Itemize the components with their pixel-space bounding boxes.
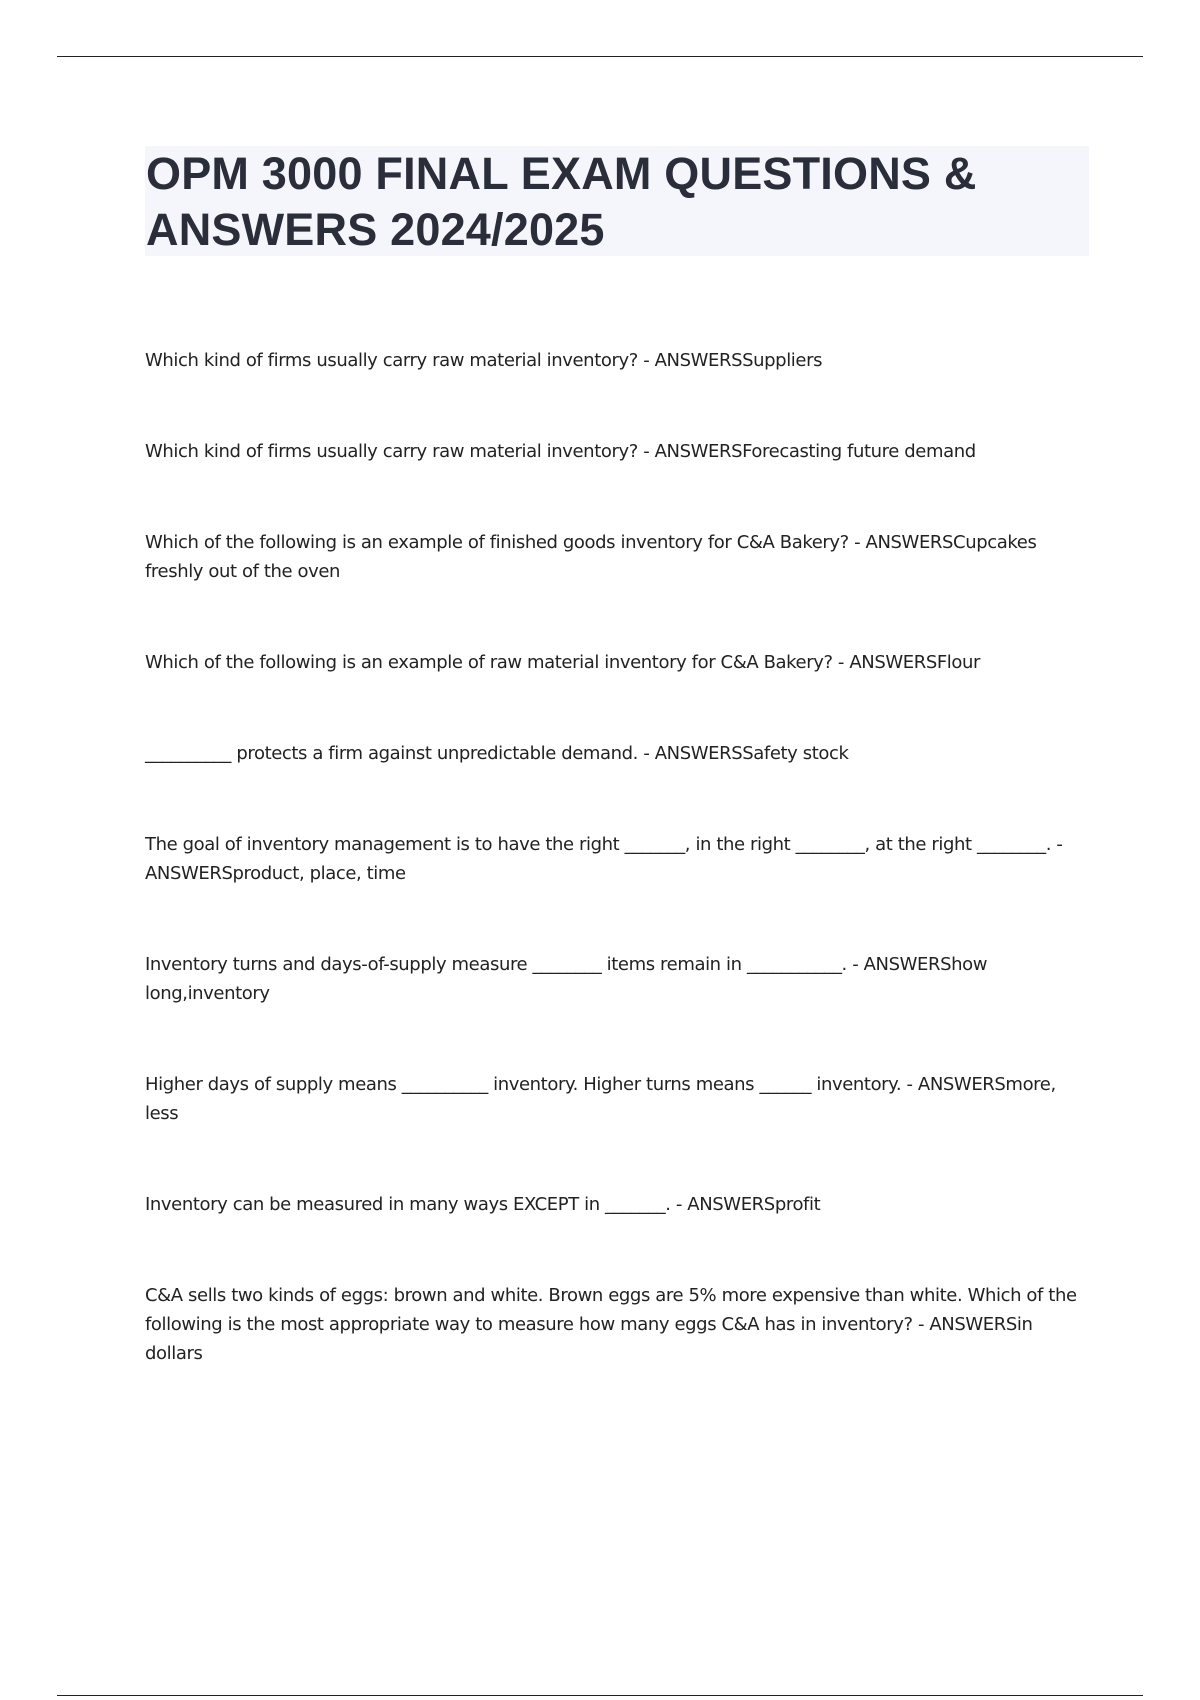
qa-item: Which kind of firms usually carry raw material inventory? - ANSWERSForecasting future demand — [145, 441, 976, 462]
page-title: OPM 3000 FINAL EXAM QUESTIONS & ANSWERS 2024/2025 — [146, 148, 977, 255]
qa-list — [145, 346, 1085, 1430]
qa-item: Higher days of supply means __________ inventory. Higher turns means ______ inventory. - ANSWERSmore, less — [145, 1074, 1056, 1124]
qa-item: Inventory turns and days-of-supply measure ________ items remain in ___________. - ANSWERShow long,inventory — [145, 954, 988, 1004]
qa-item: Which of the following is an example of raw material inventory for C&A Bakery? - ANSWERSFlour — [145, 652, 981, 673]
bottom-divider — [57, 1695, 1143, 1696]
qa-item: The goal of inventory management is to have the right _______, in the right ________, at the right ________. - ANSWERSproduct, place, time — [145, 834, 1063, 884]
qa-item: Inventory can be measured in many ways EXCEPT in _______. - ANSWERSprofit — [145, 1194, 821, 1215]
qa-item: C&A sells two kinds of eggs: brown and white. Brown eggs are 5% more expensive than white. Which of the following is the most appropriate way to measure how many eggs C&A has in inventory? - ANSWERSin dollars — [145, 1285, 1077, 1364]
qa-item: Which kind of firms usually carry raw material inventory? - ANSWERSSuppliers — [145, 350, 823, 371]
title-block — [145, 146, 1089, 256]
qa-item: __________ protects a firm against unpredictable demand. - ANSWERSSafety stock — [145, 743, 849, 764]
qa-item: Which of the following is an example of finished goods inventory for C&A Bakery? - ANSWERSCupcakes freshly out of the oven — [145, 532, 1037, 582]
top-divider — [57, 56, 1143, 57]
